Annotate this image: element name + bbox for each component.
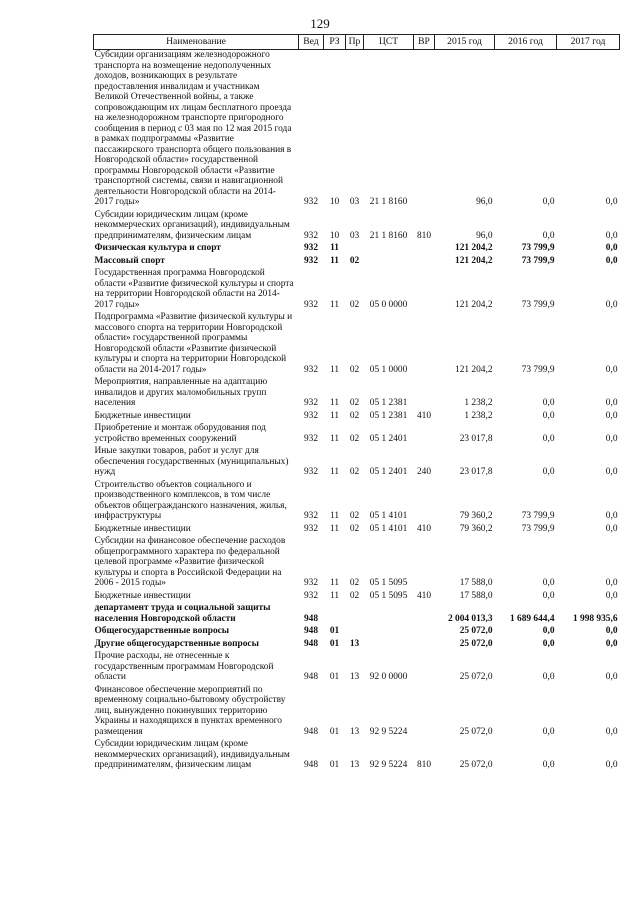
table-row xyxy=(94,603,620,626)
row-pr xyxy=(346,603,364,626)
row-vr xyxy=(414,603,435,626)
row-amount-2016: 73 799,9 xyxy=(521,523,555,534)
row-rz: 01 xyxy=(329,726,340,737)
row-amount-2017: 0,0 xyxy=(605,760,618,770)
table-row xyxy=(94,268,620,312)
table-row xyxy=(94,377,620,411)
row-cst: 05 1 4101 xyxy=(369,523,408,534)
row-amount-2017: 0,0 xyxy=(605,433,618,444)
row-ved: 932 xyxy=(303,590,319,601)
row-rz: 11 xyxy=(329,364,340,375)
row-amount-2017: 0,0 xyxy=(605,726,618,737)
row-amount-2017: 0,0 xyxy=(605,255,618,266)
row-vr xyxy=(414,685,435,740)
row-cst xyxy=(364,243,414,256)
row-name: Субсидии юридическим лицам (кроме некоммерческих организаций), индивидуальным предпринимателям, физическим лицам xyxy=(94,209,290,241)
header-cst: ЦСТ xyxy=(364,35,414,50)
row-name: Подпрограмма «Развитие физической культуры и массового спорта на территории Новгородской области» государственной программы Новгородской области «Развитие физической культуры и спорта на территории Новгородской области на 2014-2017 годы» xyxy=(94,312,293,375)
row-ved: 932 xyxy=(303,197,319,207)
row-amount-2016: 0,0 xyxy=(542,467,555,477)
row-vr xyxy=(414,268,435,312)
row-cst: 05 1 2401 xyxy=(369,467,408,477)
row-rz: 11 xyxy=(329,523,340,534)
table-header-row xyxy=(94,35,620,50)
row-amount-2017: 0,0 xyxy=(605,511,618,521)
row-pr: 02 xyxy=(349,590,360,601)
row-cst xyxy=(364,603,414,626)
row-pr: 02 xyxy=(349,410,360,421)
row-rz: 10 xyxy=(329,230,340,241)
row-name: Мероприятия, направленные на адаптацию инвалидов и других маломобильных групп населения xyxy=(94,377,268,408)
row-ved: 948 xyxy=(303,638,319,649)
row-amount-2015: 96,0 xyxy=(476,230,493,241)
row-amount-2017: 0,0 xyxy=(605,626,618,636)
table-row xyxy=(94,591,620,604)
row-name: Прочие расходы, не отнесенные к государственным программам Новгородской области xyxy=(94,651,274,682)
row-pr: 02 xyxy=(349,433,360,444)
row-ved: 932 xyxy=(303,511,319,521)
row-cst: 92 9 5224 xyxy=(369,760,408,770)
row-amount-2015: 96,0 xyxy=(476,197,493,207)
row-pr: 02 xyxy=(349,299,360,310)
row-cst: 05 1 4101 xyxy=(369,511,408,521)
row-amount-2016: 0,0 xyxy=(542,398,555,408)
row-amount-2017: 0,0 xyxy=(605,243,618,253)
row-cst xyxy=(364,639,414,652)
row-pr: 02 xyxy=(349,578,360,588)
row-rz: 11 xyxy=(330,243,339,253)
header-rz: РЗ xyxy=(324,35,346,50)
row-rz: 11 xyxy=(329,590,340,601)
row-amount-2015: 1 238,2 xyxy=(464,398,493,408)
table-row xyxy=(94,446,620,480)
row-amount-2016: 73 799,9 xyxy=(521,299,555,310)
row-amount-2017: 0,0 xyxy=(605,410,618,421)
row-cst: 05 1 5095 xyxy=(369,578,408,588)
row-cst: 05 1 5095 xyxy=(369,590,408,601)
row-pr xyxy=(346,243,364,256)
row-ved: 948 xyxy=(303,626,319,636)
row-pr: 02 xyxy=(349,398,360,408)
row-amount-2015: 23 017,8 xyxy=(459,433,493,444)
row-name: Другие общегосударственные вопросы xyxy=(94,638,259,649)
table-row xyxy=(94,626,620,639)
row-vr xyxy=(414,423,435,446)
row-amount-2015: 79 360,2 xyxy=(459,523,493,534)
row-ved: 932 xyxy=(303,398,319,408)
header-pr: Пр xyxy=(346,35,364,50)
row-name: Субсидии организациям железнодорожного транспорта на возмещение недополученных доходов, возникающих в результате предоставления инвалидам и участникам Великой Отечественной войны, а также сопровождающим их лицам бесплатного проезда на железнодорожном транспорте пригородного сообщения в период с 03 мая по 12 мая 2015 года в рамках подпрограммы «Развитие пассажирского транспорта общего пользования в Новгородской области» государственной программы Новгородской области «Развитие транспортной системы, связи и навигационной деятельности Новгородской области на 2014-2017 годы» xyxy=(94,50,292,207)
row-amount-2015: 25 072,0 xyxy=(459,760,493,770)
row-pr xyxy=(346,626,364,639)
row-ved: 932 xyxy=(303,578,319,588)
row-amount-2015: 17 588,0 xyxy=(459,590,493,601)
row-amount-2017: 0,0 xyxy=(605,467,618,477)
row-amount-2016: 73 799,9 xyxy=(521,243,555,253)
row-rz: 11 xyxy=(330,255,339,266)
row-ved: 932 xyxy=(303,299,319,310)
row-vr xyxy=(414,256,435,269)
row-pr: 02 xyxy=(349,511,360,521)
table-row xyxy=(94,524,620,537)
row-amount-2015: 25 072,0 xyxy=(459,726,493,737)
row-amount-2017: 0,0 xyxy=(605,299,618,310)
row-amount-2015: 23 017,8 xyxy=(459,467,493,477)
table-row xyxy=(94,651,620,685)
table-row xyxy=(94,536,620,591)
row-amount-2016: 0,0 xyxy=(542,197,555,207)
row-rz: 11 xyxy=(329,410,340,421)
row-name: Массовый спорт xyxy=(94,255,165,266)
row-amount-2016: 0,0 xyxy=(542,626,555,636)
row-amount-2016: 0,0 xyxy=(542,672,555,682)
table-row xyxy=(94,210,620,244)
row-vr xyxy=(414,312,435,377)
row-vr: 410 xyxy=(416,523,432,534)
row-amount-2017: 0,0 xyxy=(605,230,618,241)
row-name: Субсидии на финансовое обеспечение расходов общепрограммного характера по федеральной целевой программе «Развитие физической культуры и спорта в Российской Федерации на 2006 - 2015 годы» xyxy=(94,536,286,588)
table-row xyxy=(94,423,620,446)
row-vr xyxy=(414,626,435,639)
row-amount-2016: 0,0 xyxy=(542,590,555,601)
row-amount-2017: 0,0 xyxy=(605,398,618,408)
row-name: департамент труда и социальной защиты населения Новгородской области xyxy=(94,603,271,624)
row-pr: 02 xyxy=(349,255,360,266)
row-ved: 932 xyxy=(303,230,319,241)
row-rz: 10 xyxy=(329,197,340,207)
row-cst: 92 0 0000 xyxy=(369,672,408,682)
row-amount-2016: 0,0 xyxy=(542,433,555,444)
row-cst: 21 1 8160 xyxy=(369,197,408,207)
row-name: Иные закупки товаров, работ и услуг для обеспечения государственных (муниципальных) нужд xyxy=(94,446,289,477)
row-amount-2016: 73 799,9 xyxy=(521,511,555,521)
header-2017: 2017 год xyxy=(557,35,620,50)
row-amount-2017: 0,0 xyxy=(605,638,618,649)
row-ved: 948 xyxy=(303,613,319,624)
row-rz: 11 xyxy=(329,511,340,521)
row-vr xyxy=(414,639,435,652)
row-pr: 13 xyxy=(349,760,360,770)
row-rz: 01 xyxy=(329,638,340,649)
header-vr: ВР xyxy=(414,35,435,50)
row-name: Бюджетные инвестиции xyxy=(94,590,191,601)
row-amount-2015: 25 072,0 xyxy=(459,638,493,649)
table-row xyxy=(94,312,620,377)
row-amount-2016: 0,0 xyxy=(542,410,555,421)
row-rz: 01 xyxy=(329,672,340,682)
row-amount-2015: 1 238,2 xyxy=(464,410,493,421)
row-ved: 932 xyxy=(303,410,319,421)
page-number: 129 xyxy=(310,16,330,31)
row-amount-2016: 73 799,9 xyxy=(521,255,555,266)
row-pr: 13 xyxy=(349,726,360,737)
row-vr xyxy=(414,243,435,256)
row-pr: 13 xyxy=(349,638,360,649)
row-name: Субсидии юридическим лицам (кроме некоммерческих организаций), индивидуальным предпринимателям, физическим лицам xyxy=(94,739,290,770)
row-cst: 05 1 0000 xyxy=(369,364,408,375)
row-vr xyxy=(414,480,435,524)
table-row xyxy=(94,256,620,269)
row-amount-2015: 121 204,2 xyxy=(455,243,493,253)
row-cst: 05 0 0000 xyxy=(369,299,408,310)
row-amount-2017: 0,0 xyxy=(605,590,618,601)
row-ved: 932 xyxy=(303,364,319,375)
row-amount-2016: 0,0 xyxy=(542,638,555,649)
row-amount-2015: 25 072,0 xyxy=(459,626,493,636)
row-cst: 05 1 2381 xyxy=(369,398,408,408)
row-amount-2015: 79 360,2 xyxy=(459,511,493,521)
row-cst xyxy=(364,626,414,639)
row-rz: 11 xyxy=(329,578,340,588)
row-vr xyxy=(414,651,435,685)
row-ved: 932 xyxy=(303,523,319,534)
row-ved: 932 xyxy=(303,433,319,444)
row-vr: 410 xyxy=(416,590,432,601)
row-name: Финансовое обеспечение мероприятий по временному социально-бытовому обустройству лиц, вынужденно покинувших территорию Украины и находящихся в пунктах временного размещения xyxy=(94,684,286,737)
row-amount-2015: 17 588,0 xyxy=(459,578,493,588)
table-row xyxy=(94,685,620,740)
row-vr: 410 xyxy=(416,410,432,421)
row-vr: 240 xyxy=(416,467,432,477)
table-row xyxy=(94,50,620,210)
row-amount-2017: 1 998 935,6 xyxy=(572,613,618,624)
row-pr: 13 xyxy=(349,672,360,682)
table-row xyxy=(94,411,620,424)
row-name: Строительство объектов социального и производственного комплексов, в том числе объектов общегражданского назначения, жилья, инфраструктуры xyxy=(94,479,287,521)
row-ved: 948 xyxy=(303,726,319,737)
row-vr xyxy=(414,536,435,591)
row-vr: 810 xyxy=(416,230,432,241)
row-pr: 02 xyxy=(349,523,360,534)
table-row xyxy=(94,243,620,256)
row-ved: 932 xyxy=(303,255,319,266)
row-ved: 948 xyxy=(303,760,319,770)
row-amount-2015: 2 004 013,3 xyxy=(447,613,493,624)
row-cst: 05 1 2401 xyxy=(369,433,408,444)
row-pr: 02 xyxy=(349,364,360,375)
row-rz: 11 xyxy=(329,433,340,444)
row-amount-2015: 25 072,0 xyxy=(459,672,493,682)
table-row xyxy=(94,480,620,524)
row-pr: 03 xyxy=(349,230,360,241)
row-rz: 11 xyxy=(329,299,340,310)
row-vr xyxy=(414,50,435,210)
row-amount-2015: 121 204,2 xyxy=(455,255,493,266)
row-rz: 11 xyxy=(329,398,340,408)
row-cst xyxy=(364,256,414,269)
row-rz: 01 xyxy=(329,760,340,770)
row-amount-2015: 121 204,2 xyxy=(455,364,493,375)
row-amount-2016: 0,0 xyxy=(542,726,555,737)
row-pr: 02 xyxy=(349,467,360,477)
row-pr: 03 xyxy=(349,197,360,207)
row-name: Общегосударственные вопросы xyxy=(94,626,230,636)
row-amount-2016: 0,0 xyxy=(542,578,555,588)
budget-table xyxy=(93,34,620,773)
row-amount-2017: 0,0 xyxy=(605,523,618,534)
row-vr: 810 xyxy=(416,760,432,770)
header-ved: Вед xyxy=(299,35,324,50)
row-name: Приобретение и монтаж оборудования под устройство временных сооружений xyxy=(94,423,266,444)
row-amount-2015: 121 204,2 xyxy=(455,299,493,310)
row-rz xyxy=(324,603,346,626)
table-row xyxy=(94,739,620,773)
row-rz: 11 xyxy=(329,467,340,477)
row-name: Физическая культура и спорт xyxy=(94,243,221,253)
row-ved: 948 xyxy=(303,672,319,682)
header-name: Наименование xyxy=(94,35,299,50)
row-cst: 92 9 5224 xyxy=(369,726,408,737)
row-amount-2016: 73 799,9 xyxy=(521,364,555,375)
row-name: Бюджетные инвестиции xyxy=(94,410,191,421)
row-rz: 01 xyxy=(329,626,340,636)
row-amount-2016: 0,0 xyxy=(542,760,555,770)
row-ved: 932 xyxy=(303,467,319,477)
row-amount-2017: 0,0 xyxy=(605,578,618,588)
row-amount-2017: 0,0 xyxy=(605,672,618,682)
row-amount-2016: 1 689 644,4 xyxy=(509,613,555,624)
header-2016: 2016 год xyxy=(495,35,557,50)
row-amount-2017: 0,0 xyxy=(605,197,618,207)
row-cst: 21 1 8160 xyxy=(369,230,408,241)
row-cst: 05 1 2381 xyxy=(369,410,408,421)
row-amount-2017: 0,0 xyxy=(605,364,618,375)
table-row xyxy=(94,639,620,652)
header-2015: 2015 год xyxy=(435,35,495,50)
row-name: Бюджетные инвестиции xyxy=(94,523,191,534)
row-ved: 932 xyxy=(303,243,319,253)
row-name: Государственная программа Новгородской области «Развитие физической культуры и спорта на территории Новгородской области на 2014-2017 годы» xyxy=(94,268,294,310)
row-amount-2016: 0,0 xyxy=(542,230,555,241)
row-vr xyxy=(414,377,435,411)
